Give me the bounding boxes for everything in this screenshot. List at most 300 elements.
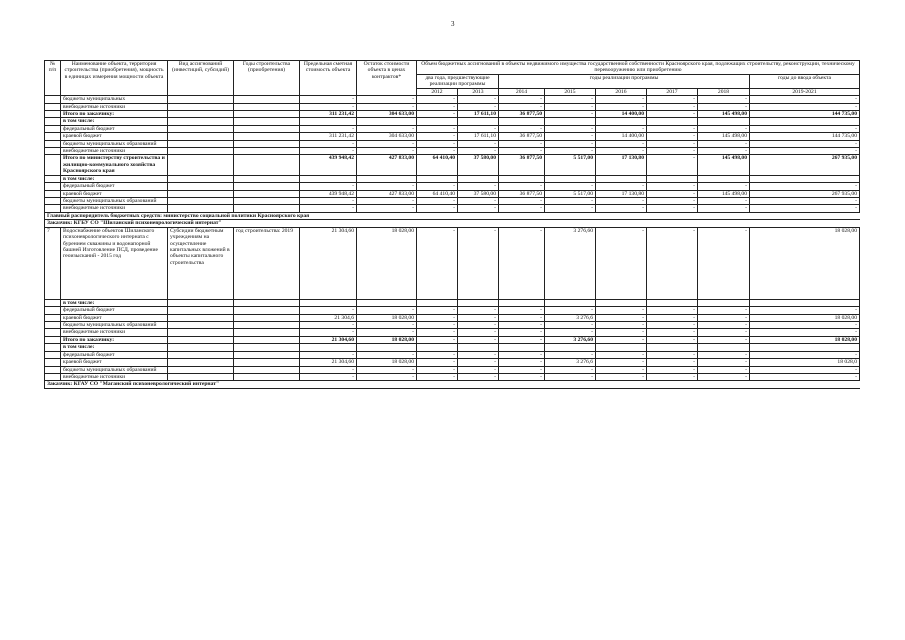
table-cell: -: [545, 307, 596, 314]
table-cell: -: [458, 183, 499, 190]
table-cell: [45, 351, 61, 358]
table-cell: -: [417, 329, 458, 336]
table-cell: [234, 344, 300, 351]
table-cell: [234, 96, 300, 103]
table-cell: Итого по заказчику:: [61, 336, 168, 343]
table-cell: -: [458, 103, 499, 110]
table-row: [45, 373, 860, 380]
table-cell: -: [698, 307, 750, 314]
table-cell: -: [300, 329, 357, 336]
table-cell: -: [647, 125, 698, 132]
table-cell: -: [750, 183, 860, 190]
table-cell: [45, 155, 61, 175]
table-cell: [45, 366, 61, 373]
table-cell: -: [647, 96, 698, 103]
table-cell: -: [300, 125, 357, 132]
table-cell: [300, 299, 357, 306]
table-cell: -: [750, 307, 860, 314]
table-row: [45, 133, 860, 140]
table-cell: [45, 329, 61, 336]
table-cell: -: [417, 183, 458, 190]
section-row: [45, 381, 860, 388]
col-remaining-header: Остаток стоимости объекта в ценах контрактов*: [357, 61, 417, 96]
table-row: [45, 344, 860, 351]
table-cell: -: [499, 366, 545, 373]
table-cell: [45, 103, 61, 110]
object-cell: год строительства: 2019: [234, 227, 300, 299]
table-cell: -: [300, 103, 357, 110]
table-cell: -: [750, 125, 860, 132]
object-value: 3 276,60: [545, 227, 596, 299]
table-cell: [234, 359, 300, 366]
table-cell: -: [596, 366, 647, 373]
table-row: [45, 366, 860, 373]
table-cell: [417, 175, 458, 182]
section-title: Заказчик: КГАУ СО "Маганский психоневрологический интернат": [45, 381, 860, 388]
table-cell: в том числе:: [61, 299, 168, 306]
table-cell: внебюджетные источники: [61, 329, 168, 336]
table-cell: -: [357, 140, 417, 147]
table-cell: -: [647, 190, 698, 197]
table-cell: -: [499, 321, 545, 328]
table-cell: [234, 321, 300, 328]
table-cell: -: [545, 96, 596, 103]
table-cell: [234, 148, 300, 155]
col-budget-header: Объем бюджетных ассигнований в объекты недвижимого имущества государственной собственности Красноярского края, подлежащих строительству, реконструкции, техническому перевооружению или приобретению: [417, 61, 860, 75]
table-cell: [45, 190, 61, 197]
section-title: Заказчик: КГБУ СО "Шиланский психоневрологический интернат": [45, 220, 860, 227]
table-cell: -: [499, 198, 545, 205]
table-cell: -: [357, 329, 417, 336]
table-cell: -: [357, 148, 417, 155]
object-cell: 7: [45, 227, 61, 299]
table-cell: -: [499, 140, 545, 147]
table-cell: [234, 336, 300, 343]
table-cell: 21 304,6: [300, 314, 357, 321]
table-cell: -: [545, 133, 596, 140]
table-cell: -: [545, 110, 596, 117]
table-cell: [545, 118, 596, 125]
table-cell: [458, 344, 499, 351]
header-row-1: [45, 61, 860, 75]
table-row: [45, 148, 860, 155]
table-cell: [499, 175, 545, 182]
section-row: [45, 220, 860, 227]
table-cell: -: [499, 205, 545, 212]
table-cell: -: [545, 329, 596, 336]
table-cell: -: [647, 183, 698, 190]
table-cell: -: [300, 198, 357, 205]
table-cell: -: [647, 155, 698, 175]
table-cell: [45, 110, 61, 117]
table-cell: -: [698, 366, 750, 373]
table-cell: -: [458, 359, 499, 366]
object-value: 21 304,60: [300, 227, 357, 299]
table-cell: -: [300, 366, 357, 373]
table-cell: [234, 307, 300, 314]
table-cell: [45, 373, 61, 380]
table-cell: [234, 351, 300, 358]
table-cell: -: [596, 351, 647, 358]
table-cell: [698, 175, 750, 182]
table-cell: -: [417, 148, 458, 155]
table-cell: [168, 140, 234, 147]
table-cell: 14 400,00: [596, 110, 647, 117]
object-value: 18 028,00: [357, 227, 417, 299]
table-cell: -: [300, 140, 357, 147]
object-value: -: [647, 227, 698, 299]
table-cell: -: [596, 314, 647, 321]
table-cell: 145 498,00: [698, 190, 750, 197]
table-cell: [45, 344, 61, 351]
table-cell: [234, 190, 300, 197]
table-cell: -: [417, 198, 458, 205]
table-cell: 304 633,00: [357, 110, 417, 117]
table-cell: [750, 175, 860, 182]
table-cell: [234, 118, 300, 125]
table-cell: 145 498,00: [698, 133, 750, 140]
table-cell: -: [545, 373, 596, 380]
table-cell: -: [596, 336, 647, 343]
table-row: [45, 140, 860, 147]
table-row: [45, 155, 860, 175]
table-cell: [168, 148, 234, 155]
table-cell: [357, 175, 417, 182]
table-cell: -: [596, 359, 647, 366]
table-cell: внебюджетные источники: [61, 373, 168, 380]
table-cell: [357, 344, 417, 351]
table-cell: [168, 307, 234, 314]
table-row: [45, 198, 860, 205]
table-cell: -: [458, 321, 499, 328]
table-cell: [168, 321, 234, 328]
table-cell: -: [300, 307, 357, 314]
table-cell: -: [357, 321, 417, 328]
table-cell: -: [750, 103, 860, 110]
table-cell: 17 130,80: [596, 155, 647, 175]
table-cell: [458, 299, 499, 306]
table-cell: [45, 183, 61, 190]
table-cell: -: [458, 314, 499, 321]
table-cell: -: [499, 336, 545, 343]
table-cell: -: [596, 198, 647, 205]
table-cell: [234, 205, 300, 212]
table-cell: [45, 118, 61, 125]
table-cell: -: [417, 373, 458, 380]
table-cell: бюджеты муниципальных образований: [61, 140, 168, 147]
table-cell: [168, 373, 234, 380]
table-cell: [45, 198, 61, 205]
table-cell: [168, 344, 234, 351]
table-cell: -: [750, 148, 860, 155]
table-cell: [45, 336, 61, 343]
table-cell: [499, 299, 545, 306]
table-cell: 5 517,00: [545, 190, 596, 197]
table-cell: [647, 175, 698, 182]
table-cell: -: [545, 183, 596, 190]
table-cell: [45, 133, 61, 140]
table-cell: 311 231,42: [300, 133, 357, 140]
table-cell: -: [300, 148, 357, 155]
table-cell: -: [545, 366, 596, 373]
table-cell: [300, 175, 357, 182]
table-cell: -: [458, 205, 499, 212]
table-cell: [458, 175, 499, 182]
object-value: -: [458, 227, 499, 299]
table-cell: федеральный бюджет: [61, 351, 168, 358]
table-cell: -: [647, 148, 698, 155]
table-cell: -: [750, 373, 860, 380]
col-years-header: Годы строительства (приобретения): [234, 61, 300, 96]
table-cell: -: [698, 103, 750, 110]
table-row: [45, 103, 860, 110]
table-cell: [234, 373, 300, 380]
table-cell: [234, 299, 300, 306]
table-cell: [45, 96, 61, 103]
table-cell: [45, 299, 61, 306]
object-value: -: [698, 227, 750, 299]
table-cell: в том числе:: [61, 118, 168, 125]
table-row: [45, 336, 860, 343]
table-cell: федеральный бюджет: [61, 125, 168, 132]
table-cell: [234, 366, 300, 373]
table-cell: 439 948,42: [300, 155, 357, 175]
year-2014: 2014: [499, 88, 545, 95]
object-cell: Субсидии бюджетным учреждениям на осуществление капитальных вложений в объекты капитального строительства: [168, 227, 234, 299]
table-row: [45, 321, 860, 328]
table-cell: -: [647, 140, 698, 147]
table-cell: -: [545, 321, 596, 328]
table-cell: -: [750, 366, 860, 373]
table-row: [45, 125, 860, 132]
table-cell: внебюджетные источники: [61, 205, 168, 212]
table-cell: 145 498,00: [698, 110, 750, 117]
table-cell: -: [357, 205, 417, 212]
table-cell: -: [417, 314, 458, 321]
table-cell: [499, 344, 545, 351]
table-cell: -: [417, 366, 458, 373]
table-cell: -: [698, 329, 750, 336]
table-cell: 18 028,00: [357, 336, 417, 343]
table-cell: -: [499, 125, 545, 132]
object-value: -: [417, 227, 458, 299]
table-cell: 267 935,00: [750, 190, 860, 197]
table-cell: -: [458, 336, 499, 343]
year-2013: 2013: [458, 88, 499, 95]
table-cell: -: [698, 314, 750, 321]
table-cell: -: [647, 198, 698, 205]
table-cell: -: [499, 314, 545, 321]
table-cell: краевой бюджет: [61, 133, 168, 140]
table-cell: [234, 314, 300, 321]
table-cell: 21 304,60: [300, 359, 357, 366]
table-cell: -: [647, 366, 698, 373]
table-cell: [458, 118, 499, 125]
table-cell: -: [647, 359, 698, 366]
until-commission-header: годы до ввода объекта: [750, 74, 860, 88]
table-row: [45, 299, 860, 306]
table-cell: [168, 205, 234, 212]
year-2016: 2016: [596, 88, 647, 95]
table-cell: внебюджетные источники: [61, 148, 168, 155]
table-cell: -: [458, 148, 499, 155]
year-2015: 2015: [545, 88, 596, 95]
table-cell: -: [417, 140, 458, 147]
table-cell: 144 735,00: [750, 110, 860, 117]
table-cell: [168, 351, 234, 358]
table-cell: -: [499, 373, 545, 380]
table-cell: [647, 299, 698, 306]
table-cell: -: [647, 351, 698, 358]
table-cell: -: [357, 125, 417, 132]
table-cell: -: [499, 359, 545, 366]
page-number: 3: [451, 20, 455, 28]
table-cell: -: [750, 321, 860, 328]
table-cell: -: [647, 205, 698, 212]
table-cell: [168, 133, 234, 140]
table-cell: 3 276,60: [545, 336, 596, 343]
table-cell: краевой бюджет: [61, 314, 168, 321]
table-cell: -: [357, 183, 417, 190]
table-cell: [357, 299, 417, 306]
table-cell: -: [647, 314, 698, 321]
table-cell: [234, 140, 300, 147]
table-cell: -: [300, 205, 357, 212]
table-cell: бюджеты муниципальных образований: [61, 198, 168, 205]
table-cell: -: [750, 329, 860, 336]
table-cell: бюджеты муниципальных образований: [61, 366, 168, 373]
two-years-header: два года, предшествующие реализации программы: [417, 74, 499, 88]
table-cell: -: [647, 133, 698, 140]
col-invest-header: Вид ассигнований (инвестиций, субсидий): [168, 61, 234, 96]
table-cell: [499, 118, 545, 125]
table-cell: -: [458, 140, 499, 147]
table-cell: 37 580,00: [458, 190, 499, 197]
table-cell: 14 400,00: [596, 133, 647, 140]
table-cell: 3 276,6: [545, 359, 596, 366]
table-cell: 304 633,00: [357, 133, 417, 140]
table-cell: 427 833,00: [357, 155, 417, 175]
table-cell: [168, 336, 234, 343]
table-cell: -: [300, 96, 357, 103]
table-cell: [45, 205, 61, 212]
table-cell: -: [417, 103, 458, 110]
table-cell: [417, 299, 458, 306]
table-cell: -: [417, 336, 458, 343]
table-cell: -: [596, 96, 647, 103]
table-cell: 17 611,10: [458, 110, 499, 117]
table-cell: в том числе:: [61, 344, 168, 351]
table-cell: -: [647, 321, 698, 328]
table-cell: -: [300, 351, 357, 358]
table-cell: [168, 198, 234, 205]
table-cell: [234, 175, 300, 182]
table-cell: -: [417, 125, 458, 132]
table-cell: [45, 175, 61, 182]
table-cell: -: [417, 307, 458, 314]
table-cell: -: [417, 96, 458, 103]
table-cell: краевой бюджет: [61, 359, 168, 366]
table-cell: в том числе:: [61, 175, 168, 182]
table-cell: -: [417, 133, 458, 140]
table-cell: [168, 103, 234, 110]
table-cell: -: [596, 183, 647, 190]
table-row: [45, 329, 860, 336]
table-cell: -: [596, 373, 647, 380]
table-cell: -: [545, 198, 596, 205]
table-cell: [417, 118, 458, 125]
table-cell: [545, 175, 596, 182]
section-title: Главный распорядитель бюджетных средств: министерство социальной политики Красноярского края: [45, 212, 860, 219]
table-cell: [234, 183, 300, 190]
table-cell: [596, 299, 647, 306]
table-cell: [168, 125, 234, 132]
table-cell: -: [545, 351, 596, 358]
table-cell: -: [698, 321, 750, 328]
table-cell: -: [458, 329, 499, 336]
table-cell: -: [357, 373, 417, 380]
table-cell: -: [545, 148, 596, 155]
table-cell: -: [698, 336, 750, 343]
table-cell: -: [499, 351, 545, 358]
table-cell: -: [357, 351, 417, 358]
table-cell: -: [698, 359, 750, 366]
object-row: [45, 227, 860, 299]
table-row: [45, 307, 860, 314]
table-cell: -: [596, 329, 647, 336]
table-cell: 17 130,80: [596, 190, 647, 197]
table-cell: [168, 118, 234, 125]
table-cell: 64 410,40: [417, 155, 458, 175]
table-cell: -: [417, 321, 458, 328]
table-cell: [168, 183, 234, 190]
table-row: [45, 118, 860, 125]
table-cell: [545, 344, 596, 351]
table-cell: -: [596, 321, 647, 328]
table-cell: [647, 118, 698, 125]
table-cell: -: [750, 198, 860, 205]
table-cell: [750, 299, 860, 306]
object-value: -: [596, 227, 647, 299]
table-cell: 18 028,00: [750, 336, 860, 343]
budget-table: [44, 60, 860, 389]
table-cell: [596, 344, 647, 351]
table-cell: -: [357, 103, 417, 110]
section-row: [45, 212, 860, 219]
table-cell: [750, 118, 860, 125]
table-row: [45, 183, 860, 190]
table-row: [45, 351, 860, 358]
table-cell: [45, 140, 61, 147]
table-cell: [168, 155, 234, 175]
object-value: 18 028,00: [750, 227, 860, 299]
table-cell: -: [417, 359, 458, 366]
year-2018: 2018: [698, 88, 750, 95]
table-cell: -: [647, 373, 698, 380]
table-cell: 5 517,00: [545, 155, 596, 175]
table-cell: [545, 299, 596, 306]
table-cell: 17 611,10: [458, 133, 499, 140]
table-cell: федеральный бюджет: [61, 307, 168, 314]
table-cell: -: [300, 373, 357, 380]
table-cell: [300, 118, 357, 125]
table-cell: [45, 314, 61, 321]
table-cell: Итого по заказчику:: [61, 110, 168, 117]
table-cell: -: [698, 373, 750, 380]
table-cell: -: [458, 373, 499, 380]
col-no-header: № п/п: [45, 61, 61, 96]
table-row: [45, 190, 860, 197]
